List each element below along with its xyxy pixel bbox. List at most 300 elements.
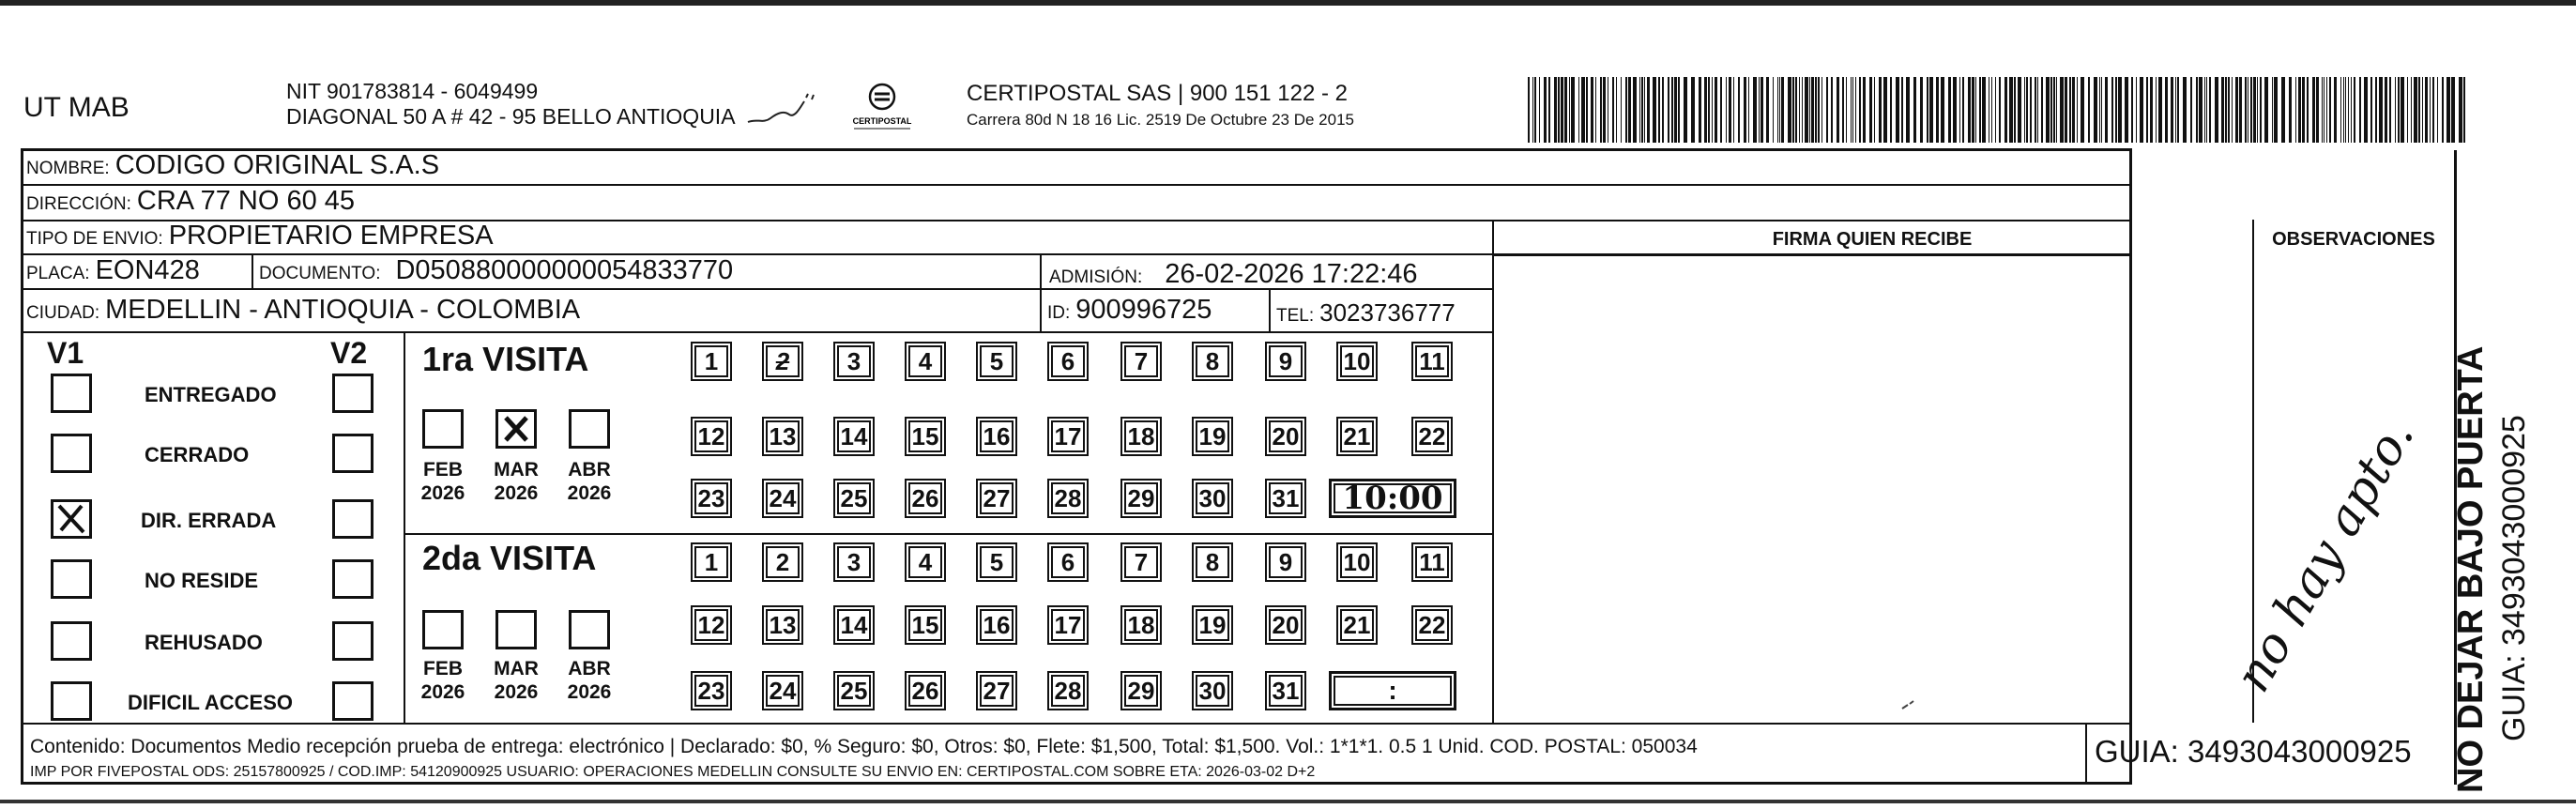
day-box[interactable] (1120, 342, 1162, 381)
month-year: 2026 (494, 681, 539, 703)
barcode-bar (1612, 77, 1614, 143)
day-box[interactable] (1120, 542, 1162, 582)
barcode-bar (1953, 77, 1957, 143)
day-number: 21 (1343, 421, 1371, 450)
day-number: 6 (1060, 547, 1075, 576)
barcode-bar (2334, 77, 2337, 143)
day-box[interactable] (1336, 605, 1378, 645)
field-ciudad (26, 295, 580, 326)
month-name: FEB (423, 459, 463, 481)
barcode-bar (2411, 77, 2412, 143)
month-checkbox[interactable] (495, 610, 537, 649)
day-box[interactable] (762, 417, 803, 456)
day-box[interactable] (833, 417, 875, 456)
day-number: 26 (911, 676, 939, 705)
v2-checkbox[interactable] (332, 434, 373, 473)
row-divider (21, 331, 1492, 333)
barcode-bar (1671, 77, 1673, 143)
v1-checkbox[interactable] (51, 559, 92, 599)
day-number: 23 (697, 676, 725, 705)
barcode-bar (1528, 77, 1530, 143)
id-value: 900996725 (1075, 295, 1212, 325)
barcode-bar (1792, 77, 1794, 143)
barcode-bar (1647, 77, 1650, 143)
day-box[interactable] (762, 542, 803, 582)
barcode-bar (2041, 77, 2043, 143)
month-label (415, 458, 471, 505)
day-box[interactable] (1265, 542, 1306, 582)
direccion-label: DIRECCIÓN: (26, 194, 131, 214)
barcode-bar (1712, 77, 1713, 143)
day-number: 15 (911, 421, 939, 450)
barcode-bar (1653, 77, 1656, 143)
barcode-bar (1999, 77, 2001, 143)
barcode-bar (2385, 77, 2387, 143)
day-box[interactable] (1411, 342, 1453, 381)
day-number: 20 (1272, 421, 1300, 450)
barcode-bar (2024, 77, 2025, 143)
day-box[interactable] (1411, 542, 1453, 582)
barcode-bar (1851, 77, 1852, 143)
barcode-bar (2425, 77, 2428, 143)
day-box[interactable] (1047, 479, 1089, 518)
day-box[interactable] (1192, 342, 1233, 381)
carrier-info (967, 81, 1354, 133)
day-box[interactable] (1047, 605, 1089, 645)
field-placa (26, 255, 200, 286)
barcode-bar (1539, 77, 1540, 143)
barcode-bar (1625, 77, 1627, 143)
certipostal-logo-icon (845, 81, 920, 135)
day-number: 29 (1127, 483, 1155, 512)
field-documento (259, 255, 733, 286)
barcode-bar (1544, 77, 1547, 143)
day-box[interactable] (1336, 542, 1378, 582)
barcode-bar (2322, 77, 2323, 143)
barcode-bar (1805, 77, 1808, 143)
day-box[interactable] (762, 671, 803, 710)
day-box[interactable] (905, 417, 946, 456)
month-label (561, 657, 617, 704)
day-box[interactable] (1047, 542, 1089, 582)
x-mark-icon (498, 412, 534, 446)
day-box[interactable] (1192, 605, 1233, 645)
status-label: CERRADO (145, 443, 250, 466)
day-number: 13 (769, 421, 797, 450)
day-box[interactable] (976, 671, 1017, 710)
month-checkbox[interactable] (422, 610, 464, 649)
barcode-bar (1846, 77, 1847, 143)
day-box[interactable] (1192, 542, 1233, 582)
barcode-bar (2430, 77, 2431, 143)
month-label (488, 458, 544, 505)
day-number: 2 (775, 346, 790, 375)
day-number: 17 (1054, 610, 1082, 639)
barcode-bar (2004, 77, 2007, 143)
visit-divider (404, 533, 1492, 535)
day-box[interactable] (1265, 605, 1306, 645)
barcode-bar (2026, 77, 2028, 143)
day-number: 5 (989, 346, 1004, 375)
month-checkbox[interactable] (422, 409, 464, 449)
placa-value: EON428 (95, 255, 200, 285)
barcode-bar (2035, 77, 2036, 143)
month-year: 2026 (420, 681, 465, 703)
documento-value: D050880000000054833770 (395, 255, 734, 285)
day-box[interactable] (905, 671, 946, 710)
barcode-bar (2414, 77, 2417, 143)
barcode-bar (2014, 77, 2016, 143)
day-box[interactable] (1336, 417, 1378, 456)
month-checkbox[interactable] (569, 409, 610, 449)
barcode-bar (1603, 77, 1606, 143)
company-name: UT MAB (23, 92, 130, 123)
month-name: ABR (568, 658, 611, 679)
barcode-bar (1941, 77, 1944, 143)
barcode-bar (1811, 77, 1814, 143)
field-direccion (26, 186, 355, 217)
barcode-bar (2069, 77, 2071, 143)
barcode-bar (2359, 77, 2361, 143)
barcode-bar (2115, 77, 2117, 143)
barcode-bar (2375, 77, 2377, 143)
tipo-value: PROPIETARIO EMPRESA (168, 221, 494, 251)
ink-mark-icon (1900, 699, 1919, 712)
day-box[interactable] (976, 605, 1017, 645)
barcode-bar (2215, 77, 2218, 143)
day-number: 12 (697, 610, 725, 639)
day-box[interactable] (762, 342, 803, 381)
barcode-bar (2370, 77, 2372, 143)
barcode-bar (1883, 77, 1887, 143)
day-box[interactable] (833, 479, 875, 518)
barcode-bar (1855, 77, 1856, 143)
v2-header: V2 (330, 336, 368, 370)
day-box[interactable] (691, 542, 732, 582)
barcode-bar (1821, 77, 1822, 143)
header-underline (1492, 253, 2132, 256)
day-box[interactable] (691, 605, 732, 645)
sender-info (286, 79, 736, 130)
barcode-bar (2125, 77, 2128, 143)
month-year: 2026 (494, 482, 539, 504)
barcode-bar (1581, 77, 1585, 143)
barcode-bar (2190, 77, 2192, 143)
address-line: DIAGONAL 50 A # 42 - 95 BELLO ANTIOQUIA (286, 104, 736, 129)
nombre-value: CODIGO ORIGINAL S.A.S (114, 150, 440, 180)
barcode-bar (1569, 77, 1570, 143)
day-box[interactable] (1265, 417, 1306, 456)
handwritten-note-text: no hay apto. (2224, 409, 2426, 702)
day-number: 31 (1272, 483, 1300, 512)
day-box[interactable] (762, 605, 803, 645)
firma-header: FIRMA QUIEN RECIBE (1772, 229, 1973, 250)
barcode-bar (2446, 77, 2450, 143)
day-number: 26 (911, 483, 939, 512)
month-checkbox[interactable] (495, 409, 537, 449)
barcode-bar (2316, 77, 2319, 143)
barcode-bar (2131, 77, 2133, 143)
v2-checkbox[interactable] (332, 499, 373, 539)
barcode-bar (1668, 77, 1669, 143)
barcode-bar (1708, 77, 1710, 143)
field-tel (1276, 298, 1456, 328)
day-number: 28 (1054, 676, 1082, 705)
barcode-bar (2140, 77, 2143, 143)
day-number: 22 (1418, 421, 1446, 450)
day-box[interactable] (1120, 479, 1162, 518)
day-number: 22 (1418, 610, 1446, 639)
direccion-value: CRA 77 NO 60 45 (136, 186, 356, 216)
barcode-bar (1818, 77, 1820, 143)
day-box[interactable] (1411, 605, 1453, 645)
tel-label: TEL: (1276, 306, 1315, 326)
barcode-bar (2158, 77, 2162, 143)
barcode-bar (1890, 77, 1892, 143)
admision-label: ADMISIÓN: (1049, 267, 1143, 287)
barcode-bar (1799, 77, 1800, 143)
barcode-bar (1684, 77, 1687, 143)
barcode-bar (1920, 77, 1923, 143)
day-number: 19 (1198, 610, 1227, 639)
barcode-bar (2111, 77, 2113, 143)
barcode-bar (1658, 77, 1660, 143)
v2-checkbox[interactable] (332, 681, 373, 721)
barcode-bar (1564, 77, 1567, 143)
day-box[interactable] (833, 342, 875, 381)
barcode-bar (1913, 77, 1916, 143)
barcode-bar (2101, 77, 2102, 143)
day-number: 4 (918, 346, 933, 375)
day-number: 18 (1127, 610, 1155, 639)
v1-checkbox[interactable] (51, 681, 92, 721)
time-field[interactable] (1329, 671, 1456, 710)
day-number: 31 (1272, 676, 1300, 705)
day-box[interactable] (1192, 671, 1233, 710)
barcode-bar (2094, 77, 2097, 143)
day-box[interactable] (833, 605, 875, 645)
barcode-bar (1761, 77, 1763, 143)
day-number: 21 (1343, 610, 1371, 639)
barcode-bar (2105, 77, 2108, 143)
v1-checkbox[interactable] (51, 374, 92, 413)
admision-value: 26-02-2026 17:22:46 (1165, 259, 1418, 289)
barcode-bar (2354, 77, 2355, 143)
barcode-bar (1795, 77, 1797, 143)
barcode-bar (2136, 77, 2137, 143)
day-number: 17 (1054, 421, 1082, 450)
barcode (1528, 77, 2472, 143)
barcode-bar (1979, 77, 1981, 143)
barcode-bar (2118, 77, 2122, 143)
day-box[interactable] (691, 671, 732, 710)
barcode-bar (2437, 77, 2438, 143)
barcode-bar (1777, 77, 1778, 143)
barcode-bar (2260, 77, 2262, 143)
day-box[interactable] (976, 479, 1017, 518)
day-number: 25 (840, 483, 868, 512)
v1-checkbox[interactable] (51, 434, 92, 473)
barcode-bar (2175, 77, 2176, 143)
ciudad-value: MEDELLIN - ANTIOQUIA - COLOMBIA (105, 295, 581, 325)
day-box[interactable] (1047, 342, 1089, 381)
v2-checkbox[interactable] (332, 559, 373, 599)
month-name: ABR (568, 459, 611, 481)
day-box[interactable] (976, 417, 1017, 456)
v2-checkbox[interactable] (332, 374, 373, 413)
day-number: 13 (769, 610, 797, 639)
v1-checkbox[interactable] (51, 499, 92, 539)
day-box[interactable] (691, 479, 732, 518)
barcode-bar (1901, 77, 1903, 143)
placa-label: PLACA: (26, 264, 90, 283)
barcode-bar (2250, 77, 2252, 143)
day-box[interactable] (976, 342, 1017, 381)
day-box[interactable] (905, 605, 946, 645)
barcode-bar (1726, 77, 1727, 143)
barcode-bar (2340, 77, 2341, 143)
day-box[interactable] (1411, 417, 1453, 456)
day-box[interactable] (905, 542, 946, 582)
barcode-bar (1748, 77, 1749, 143)
barcode-bar (1968, 77, 1971, 143)
column-divider (1492, 220, 1494, 723)
barcode-bar (1896, 77, 1899, 143)
day-box[interactable] (691, 417, 732, 456)
day-box[interactable] (1265, 342, 1306, 381)
contenido-line: Contenido: Documentos Medio recepción prueba de entrega: electrónico | Declarado: $0, % Seguro: $0, Otros: $0, Flete: $1,500, Total: $1,500. Vol.: 1*1*1. 0.5 1 Unid. COD. POSTAL: 050034 (30, 736, 1698, 757)
barcode-bar (1662, 77, 1664, 143)
day-number: 23 (697, 483, 725, 512)
day-box[interactable] (1265, 479, 1306, 518)
day-number: 30 (1198, 483, 1227, 512)
barcode-bar (1678, 77, 1680, 143)
barcode-bar (2442, 77, 2444, 143)
day-number: 6 (1060, 346, 1075, 375)
day-box[interactable] (1120, 671, 1162, 710)
day-box[interactable] (1192, 479, 1233, 518)
barcode-bar (2274, 77, 2278, 143)
barcode-bar (1759, 77, 1760, 143)
day-box[interactable] (691, 342, 732, 381)
barcode-bar (1561, 77, 1563, 143)
tipo-label: TIPO DE ENVIO: (26, 229, 163, 249)
barcode-bar (2451, 77, 2455, 143)
day-number: 27 (983, 676, 1011, 705)
day-box[interactable] (976, 542, 1017, 582)
day-box[interactable] (762, 479, 803, 518)
day-box[interactable] (1047, 671, 1089, 710)
barcode-bar (2298, 77, 2301, 143)
barcode-bar (2295, 77, 2296, 143)
barcode-bar (1674, 77, 1677, 143)
certipostal-logo (845, 81, 920, 135)
barcode-bar (1815, 77, 1817, 143)
barcode-bar (1852, 77, 1853, 143)
barcode-bar (2326, 77, 2327, 143)
barcode-bar (2257, 77, 2258, 143)
day-number: 9 (1278, 547, 1293, 576)
barcode-bar (1773, 77, 1774, 143)
barcode-bar (2146, 77, 2148, 143)
barcode-bar (1842, 77, 1844, 143)
day-number: 4 (918, 547, 933, 576)
month-checkbox[interactable] (569, 610, 610, 649)
month-name: MAR (494, 459, 539, 481)
barcode-bar (1936, 77, 1939, 143)
barcode-bar (2232, 77, 2233, 143)
day-box[interactable] (1192, 417, 1233, 456)
column-divider (1040, 253, 1042, 288)
barcode-bar (2228, 77, 2230, 143)
day-number: 1 (704, 346, 719, 375)
day-box[interactable] (1336, 342, 1378, 381)
month-label (415, 657, 471, 704)
barcode-bar (2165, 77, 2168, 143)
barcode-bar (2056, 77, 2057, 143)
day-number: 27 (983, 483, 1011, 512)
barcode-bar (2418, 77, 2420, 143)
day-box[interactable] (905, 479, 946, 518)
barcode-bar (2312, 77, 2315, 143)
column-divider (1269, 288, 1271, 331)
logo-caption: CERTIPOSTAL (852, 116, 912, 126)
time-field[interactable] (1329, 479, 1456, 518)
day-box[interactable] (1047, 417, 1089, 456)
field-admision (1049, 259, 1418, 290)
barcode-bar (2053, 77, 2055, 143)
barcode-bar (2379, 77, 2383, 143)
day-number: 24 (769, 676, 797, 705)
barcode-bar (1779, 77, 1780, 143)
barcode-bar (1788, 77, 1791, 143)
barcode-bar (2329, 77, 2331, 143)
day-box[interactable] (833, 542, 875, 582)
barcode-bar (2389, 77, 2391, 143)
barcode-bar (1641, 77, 1643, 143)
barcode-bar (1532, 77, 1533, 143)
month-name: FEB (423, 658, 463, 679)
v2-checkbox[interactable] (332, 621, 373, 661)
day-number: 24 (769, 483, 797, 512)
day-box[interactable] (1265, 671, 1306, 710)
barcode-bar (1733, 77, 1734, 143)
day-box[interactable] (833, 671, 875, 710)
barcode-bar (1738, 77, 1740, 143)
barcode-bar (2156, 77, 2157, 143)
barcode-bar (1554, 77, 1557, 143)
day-number: 3 (846, 547, 861, 576)
day-box[interactable] (905, 342, 946, 381)
barcode-bar (1766, 77, 1769, 143)
day-box[interactable] (1120, 417, 1162, 456)
imp-line: IMP POR FIVEPOSTAL ODS: 25157800925 / COD.IMP: 54120900925 USUARIO: OPERACIONES MEDELLIN CONSULTE SU ENVIO EN: CERTIPOSTAL.COM SOBRE ETA: 2026-03-02 D+2 (30, 764, 1316, 780)
barcode-bar (1975, 77, 1976, 143)
barcode-bar (2050, 77, 2052, 143)
barcode-bar (1826, 77, 1828, 143)
day-box[interactable] (1120, 605, 1162, 645)
day-number: 14 (840, 421, 868, 450)
barcode-bar (2432, 77, 2434, 143)
v1-checkbox[interactable] (51, 621, 92, 661)
time-value: : (1388, 676, 1397, 705)
nombre-label: NOMBRE: (26, 159, 110, 178)
barcode-bar (1972, 77, 1974, 143)
barcode-bar (2171, 77, 2173, 143)
day-number: 7 (1134, 547, 1149, 576)
barcode-bar (1869, 77, 1872, 143)
column-divider (2085, 723, 2087, 785)
